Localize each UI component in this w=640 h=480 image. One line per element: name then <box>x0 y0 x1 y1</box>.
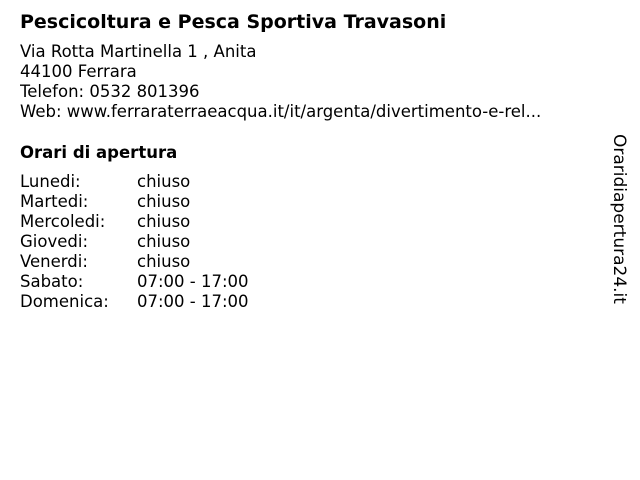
hours-row-saturday <box>20 272 605 292</box>
opening-hours-table <box>20 172 605 312</box>
city-line: 44100 Ferrara <box>20 62 137 81</box>
time-value: chiuso <box>137 192 191 211</box>
time-value: 07:00 - 17:00 <box>137 292 249 311</box>
site-watermark-label: Oraridiapertura24.it <box>609 134 629 304</box>
hours-row-tuesday <box>20 192 605 212</box>
website-line[interactable]: Web: www.ferraraterraeacqua.it/it/argenta/divertimento-e-rel... <box>20 102 542 121</box>
time-value: chiuso <box>137 172 191 191</box>
hours-row-friday <box>20 252 605 272</box>
address-line: Via Rotta Martinella 1 , Anita <box>20 42 257 61</box>
day-label: Giovedi: <box>20 232 88 251</box>
hours-row-thursday <box>20 232 605 252</box>
day-label: Lunedi: <box>20 172 81 191</box>
business-card <box>20 10 605 312</box>
opening-hours-title: Orari di apertura <box>20 143 178 162</box>
day-label: Sabato: <box>20 272 84 291</box>
time-value: 07:00 - 17:00 <box>137 272 249 291</box>
day-label: Venerdi: <box>20 252 88 271</box>
hours-row-sunday <box>20 292 605 312</box>
time-value: chiuso <box>137 212 191 231</box>
hours-row-wednesday <box>20 212 605 232</box>
time-value: chiuso <box>137 232 191 251</box>
day-label: Domenica: <box>20 292 109 311</box>
time-value: chiuso <box>137 252 191 271</box>
day-label: Mercoledi: <box>20 212 106 231</box>
business-name: Pescicoltura e Pesca Sportiva Travasoni <box>20 11 447 33</box>
hours-row-monday <box>20 172 605 192</box>
phone-line: Telefon: 0532 801396 <box>20 82 200 101</box>
day-label: Martedi: <box>20 192 89 211</box>
